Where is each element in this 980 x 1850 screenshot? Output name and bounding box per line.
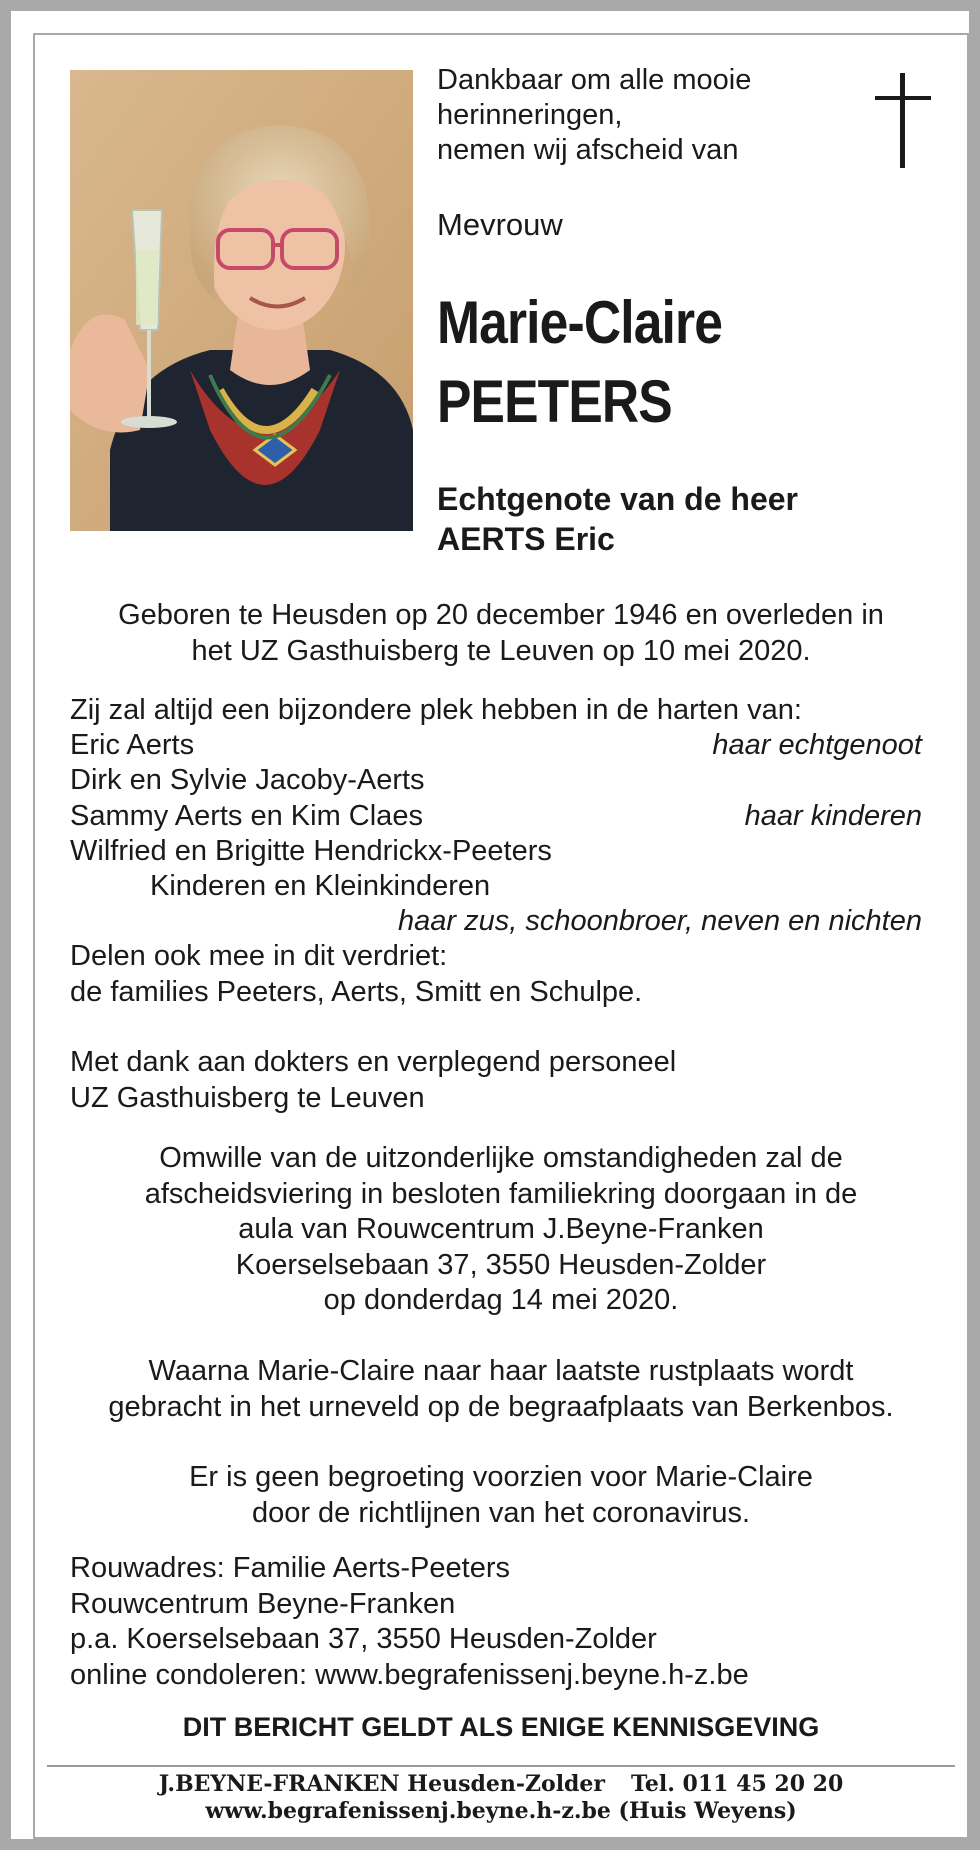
deceased-name bbox=[437, 283, 722, 441]
salutation: Mevrouw bbox=[437, 207, 563, 242]
family-list bbox=[70, 693, 922, 1010]
family-member: Kinderen en Kleinkinderen bbox=[150, 869, 491, 902]
family-member: Sammy Aerts en Kim Claes bbox=[70, 799, 423, 832]
family-row bbox=[70, 763, 922, 798]
address-line: Rouwcentrum Beyne-Franken bbox=[70, 1587, 456, 1620]
family-member: Dirk en Sylvie Jacoby-Aerts bbox=[70, 764, 425, 797]
family-relation: haar echtgenoot bbox=[712, 729, 922, 762]
birth-death-line: Geboren te Heusden op 20 december 1946 en overleden in bbox=[118, 599, 884, 631]
portrait-photo bbox=[70, 70, 413, 531]
intro-text bbox=[437, 63, 857, 168]
intro-line: herinneringen, bbox=[437, 99, 623, 131]
ceremony-line: Koerselsebaan 37, 3550 Heusden-Zolder bbox=[235, 1248, 767, 1281]
family-row bbox=[70, 904, 922, 939]
family-member: Eric Aerts bbox=[70, 729, 195, 762]
birth-death-text bbox=[51, 598, 951, 669]
footer-website: www.begrafenissenj.beyne.h-z.be (Huis Weyens) bbox=[205, 1798, 797, 1824]
intro-line: nemen wij afscheid van bbox=[437, 134, 739, 166]
thanks-text bbox=[70, 1045, 676, 1116]
spouse-info bbox=[437, 479, 798, 559]
ceremony-line: afscheidsviering in besloten familiekring doorgaan in de bbox=[144, 1177, 858, 1210]
last-name: PEETERS bbox=[437, 368, 672, 435]
phone-number: Tel. 011 45 20 20 bbox=[631, 1771, 844, 1797]
no-condolence-visit-line: Er is geen begroeting voorzien voor Marie-Claire bbox=[189, 1461, 813, 1493]
burial-line: gebracht in het urneveld op de begraafplaats van Berkenbos. bbox=[108, 1390, 894, 1423]
burial-line: Waarna Marie-Claire naar haar laatste rustplaats wordt bbox=[148, 1355, 854, 1387]
no-condolence-visit-line: door de richtlijnen van het coronavirus. bbox=[251, 1496, 751, 1529]
family-member: de families Peeters, Aerts, Smitt en Schulpe. bbox=[70, 975, 643, 1008]
address-block bbox=[70, 1551, 749, 1693]
family-row bbox=[70, 799, 922, 834]
address-line: p.a. Koerselsebaan 37, 3550 Heusden-Zolder bbox=[70, 1623, 657, 1655]
cross-icon bbox=[875, 73, 931, 168]
thanks-line: UZ Gasthuisberg te Leuven bbox=[70, 1081, 425, 1114]
ceremony-text bbox=[51, 1141, 951, 1319]
spouse-line: Echtgenote van de heer bbox=[437, 481, 798, 517]
family-intro: Zij zal altijd een bijzondere plek hebben in de harten van: bbox=[70, 694, 802, 726]
thanks-line: Met dank aan dokters en verplegend personeel bbox=[70, 1046, 677, 1078]
footer bbox=[51, 1771, 951, 1825]
ceremony-line: aula van Rouwcentrum J.Beyne-Franken bbox=[238, 1213, 764, 1245]
first-name: Marie-Claire bbox=[437, 289, 723, 356]
family-relation: haar zus, schoonbroer, neven en nichten bbox=[398, 905, 922, 938]
family-row bbox=[70, 834, 922, 869]
family-member: Wilfried en Brigitte Hendrickx-Peeters bbox=[70, 834, 552, 867]
family-member: Delen ook mee in dit verdriet: bbox=[70, 940, 448, 973]
address-line: online condoleren: www.begrafenissenj.beyne.h-z.be bbox=[70, 1658, 749, 1691]
family-relation: haar kinderen bbox=[744, 799, 922, 832]
footer-divider bbox=[47, 1765, 955, 1767]
family-row bbox=[70, 975, 922, 1010]
funeral-company: J.BEYNE-FRANKEN Heusden-Zolder bbox=[158, 1771, 606, 1797]
no-condolence-visit-text bbox=[51, 1460, 951, 1531]
ceremony-line: Omwille van de uitzonderlijke omstandigheden zal de bbox=[159, 1142, 843, 1174]
spouse-line: AERTS Eric bbox=[437, 521, 615, 557]
family-row bbox=[70, 728, 922, 763]
family-row bbox=[70, 939, 922, 974]
footer-line bbox=[51, 1771, 951, 1798]
family-row bbox=[70, 869, 922, 904]
intro-line: Dankbaar om alle mooie bbox=[437, 64, 752, 96]
sole-notice: DIT BERICHT GELDT ALS ENIGE KENNISGEVING bbox=[182, 1712, 820, 1742]
address-line: Rouwadres: Familie Aerts-Peeters bbox=[70, 1552, 510, 1584]
ceremony-line: op donderdag 14 mei 2020. bbox=[323, 1284, 679, 1316]
birth-death-line: het UZ Gasthuisberg te Leuven op 10 mei 2020. bbox=[191, 634, 811, 667]
burial-text bbox=[51, 1354, 951, 1425]
